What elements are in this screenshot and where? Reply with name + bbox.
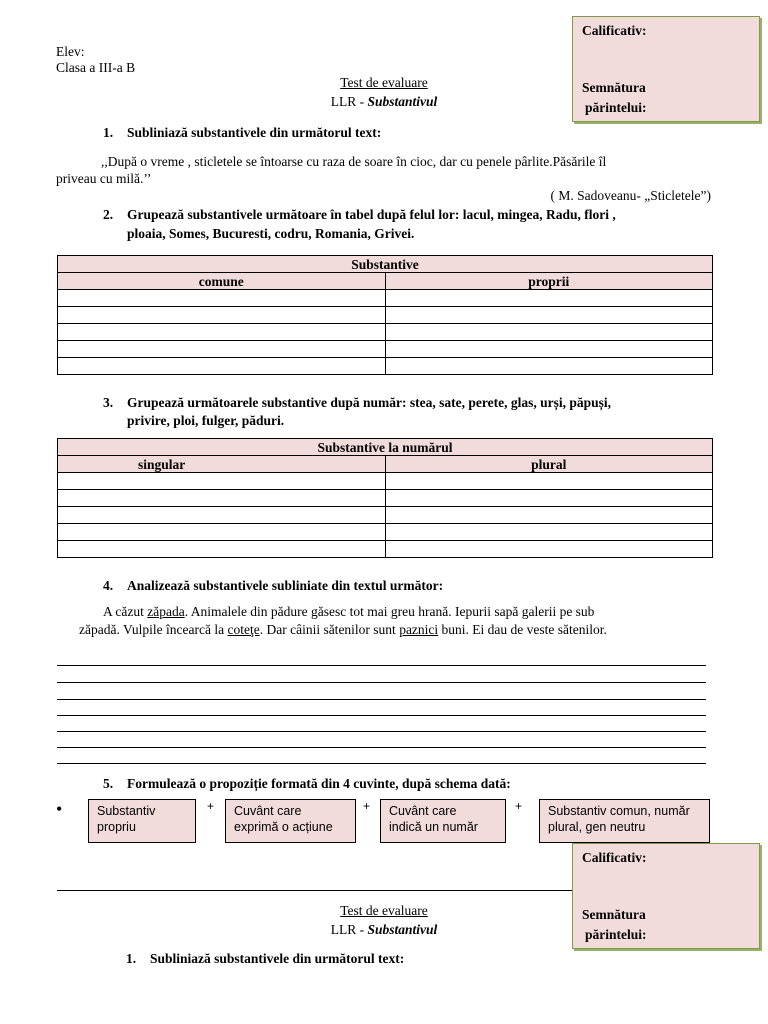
answer-line[interactable] xyxy=(57,747,706,748)
subtitle-italic: Substantivul xyxy=(367,922,438,937)
answer-line[interactable] xyxy=(57,699,706,700)
table-cell[interactable] xyxy=(385,490,713,507)
qualifier-label: Calificativ: xyxy=(582,23,647,38)
plus-sign: + xyxy=(207,799,215,813)
signature-label-2: părintelui: xyxy=(585,927,647,942)
text-segment: . Animalele din pădure găsesc tot mai greu hrană. Iepurii sapă galerii pe sub xyxy=(184,604,595,619)
title-line1: Test de evaluare xyxy=(340,75,428,90)
text-segment: buni. Ei dau de veste sătenilor. xyxy=(438,622,607,637)
text-segment: . Dar câinii sătenilor sunt xyxy=(259,622,400,637)
question-text: Analizează substantivele subliniate din textul următor: xyxy=(127,578,444,593)
table-row xyxy=(58,490,713,507)
table-cell[interactable] xyxy=(385,341,713,358)
question-3-line2: privire, ploi, fulger, păduri. xyxy=(127,413,285,428)
analysis-paragraph-line2 xyxy=(79,622,607,638)
plus-sign: + xyxy=(515,799,523,813)
question-text: Grupează următoarele substantive după număr: stea, sate, perete, glas, urși, păpuși, xyxy=(127,395,612,410)
table-cell[interactable] xyxy=(58,358,386,375)
underlined-noun: zăpada xyxy=(147,604,185,619)
table-cell[interactable] xyxy=(58,524,386,541)
quote-line-2: priveau cu milă.’’ xyxy=(56,171,152,186)
question-number: 2. xyxy=(103,207,114,222)
table-cell[interactable] xyxy=(385,307,713,324)
signature-label: Semnătura xyxy=(582,907,646,922)
analysis-paragraph-line1 xyxy=(103,604,594,620)
underlined-noun: coteţe xyxy=(227,622,260,637)
schema-box-action-word xyxy=(225,799,356,843)
quote-line-1: ,,După o vreme , sticletele se întoarse cu raza de soare în cioc, dar cu penele pârlite.Păsările îl xyxy=(101,154,607,169)
plus-sign: + xyxy=(363,799,371,813)
answer-line[interactable] xyxy=(57,731,706,732)
page2-subtitle xyxy=(0,922,768,938)
qualifier-label: Calificativ: xyxy=(582,850,647,865)
question-4 xyxy=(103,577,443,594)
table-row xyxy=(58,324,713,341)
class-label: Clasa a III-a B xyxy=(56,60,136,75)
table-cell[interactable] xyxy=(58,490,386,507)
subtitle-italic: Substantivul xyxy=(367,94,438,109)
page-subtitle xyxy=(0,94,768,110)
bullet: • xyxy=(56,799,63,819)
table-cell[interactable] xyxy=(385,507,713,524)
student-label: Elev: xyxy=(56,44,85,59)
text-segment: zăpadă. Vulpile încearcă la xyxy=(79,622,228,637)
signature-label: Semnătura xyxy=(582,80,646,95)
answer-line[interactable] xyxy=(57,715,706,716)
table-cell[interactable] xyxy=(385,358,713,375)
table-row xyxy=(58,358,713,375)
underlined-noun: paznici xyxy=(399,622,439,637)
table-cell[interactable] xyxy=(58,324,386,341)
schema-box-proper-noun xyxy=(88,799,196,843)
answer-line[interactable] xyxy=(57,682,706,683)
subtitle-prefix: LLR - xyxy=(330,922,368,937)
box-text: plural, gen neutru xyxy=(548,820,646,834)
question-2-line2: ploaia, Somes, Bucuresti, codru, Romania, Grivei. xyxy=(127,226,415,241)
table-row xyxy=(58,307,713,324)
table-cell[interactable] xyxy=(385,524,713,541)
table-row xyxy=(58,473,713,490)
column-header: singular xyxy=(58,456,386,473)
question-text: Subliniază substantivele din următorul text: xyxy=(127,125,382,140)
table-cell[interactable] xyxy=(58,341,386,358)
title-line1: Test de evaluare xyxy=(340,903,428,918)
box-text: Substantiv xyxy=(97,804,156,818)
column-header: plural xyxy=(385,456,713,473)
table-title: Substantive xyxy=(58,256,713,273)
page2-question-1 xyxy=(126,950,404,967)
table-nouns-type xyxy=(57,255,713,375)
quote-source: ( M. Sadoveanu- „Sticletele”) xyxy=(550,188,711,203)
table-cell[interactable] xyxy=(58,290,386,307)
table-cell[interactable] xyxy=(385,473,713,490)
column-header: comune xyxy=(58,273,386,290)
box-text: exprimă o acțiune xyxy=(234,820,333,834)
question-number: 1. xyxy=(126,951,137,966)
box-text: propriu xyxy=(97,820,136,834)
table-cell[interactable] xyxy=(58,541,386,558)
table-row xyxy=(58,290,713,307)
table-cell[interactable] xyxy=(58,473,386,490)
question-5 xyxy=(103,775,511,792)
question-number: 5. xyxy=(103,776,114,791)
table-row xyxy=(58,341,713,358)
answer-line[interactable] xyxy=(57,763,706,764)
box-text: Substantiv comun, număr xyxy=(548,804,690,818)
question-3 xyxy=(103,394,611,411)
page2-title xyxy=(0,903,768,919)
question-number: 1. xyxy=(103,125,114,140)
table-row xyxy=(58,507,713,524)
answer-line[interactable] xyxy=(57,890,572,891)
column-header: proprii xyxy=(385,273,713,290)
table-cell[interactable] xyxy=(58,307,386,324)
schema-box-number-word xyxy=(380,799,506,843)
answer-line[interactable] xyxy=(57,665,706,666)
signature-label-2: părintelui: xyxy=(585,100,647,115)
table-cell[interactable] xyxy=(58,507,386,524)
question-number: 4. xyxy=(103,578,114,593)
schema-box-common-noun xyxy=(539,799,710,843)
table-nouns-number xyxy=(57,438,713,558)
box-text: Cuvânt care xyxy=(234,804,302,818)
question-number: 3. xyxy=(103,395,114,410)
box-text: Cuvânt care xyxy=(389,804,457,818)
table-cell[interactable] xyxy=(385,324,713,341)
table-title: Substantive la numărul xyxy=(58,439,713,456)
question-text: Grupează substantivele următoare în tabel după felul lor: lacul, mingea, Radu, flori , xyxy=(127,207,616,222)
subtitle-prefix: LLR - xyxy=(330,94,368,109)
question-1 xyxy=(103,124,381,141)
question-2 xyxy=(103,206,616,223)
question-text: Formulează o propoziție formată din 4 cuvinte, după schema dată: xyxy=(127,776,511,791)
table-row xyxy=(58,541,713,558)
text-segment: A căzut xyxy=(103,604,148,619)
page-title xyxy=(0,75,768,91)
table-cell[interactable] xyxy=(385,541,713,558)
table-row xyxy=(58,524,713,541)
table-cell[interactable] xyxy=(385,290,713,307)
question-text: Subliniază substantivele din următorul text: xyxy=(150,951,405,966)
box-text: indică un număr xyxy=(389,820,478,834)
